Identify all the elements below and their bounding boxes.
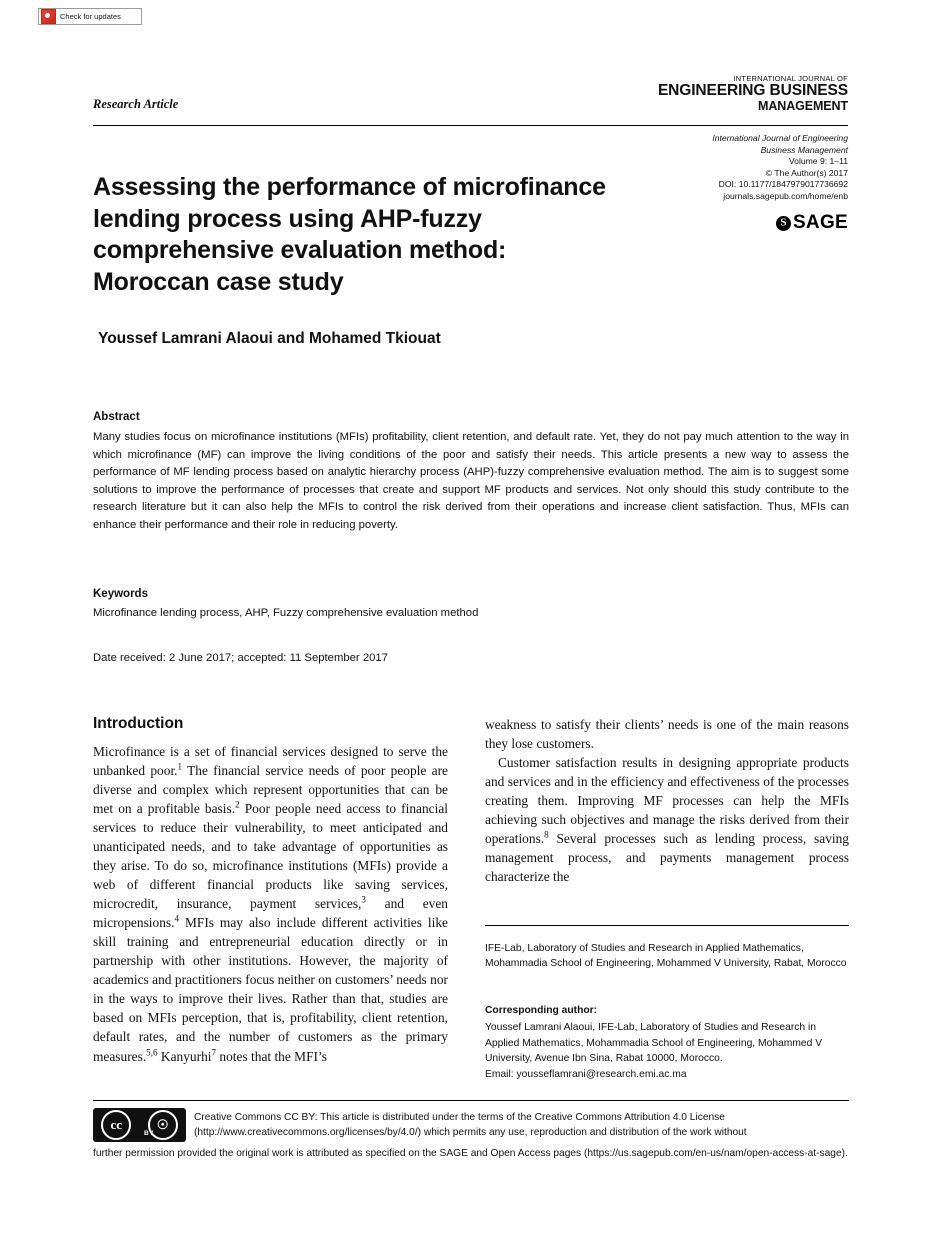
license-line-1: Creative Commons CC BY: This article is distributed under the terms of the Creative Commons Attribution 4.0 License [194, 1112, 725, 1123]
license-line-2: (http://www.creativecommons.org/licenses/by/4.0/) which permits any use, reproduction and distribution of the work without [194, 1127, 747, 1139]
intro-text-6: Kanyurhi [157, 1048, 212, 1064]
corresponding-author-heading: Corresponding author: [485, 1005, 598, 1016]
citation-ref-8[interactable]: 8 [544, 829, 549, 840]
license-line-3: further permission provided the original work is attributed as specified on the SAGE and Open Access pages (https://us.sagepub.com/en-us/nam/open-access-at-sage). [93, 1148, 848, 1159]
journal-logo [658, 75, 848, 113]
sage-circle-icon [776, 216, 791, 231]
received-accepted-dates: Date received: 2 June 2017; accepted: 11 September 2017 [93, 652, 388, 664]
footer-divider [93, 1100, 849, 1101]
keywords-section [93, 588, 849, 622]
affiliation-divider [485, 925, 849, 926]
citation-ref-5[interactable]: 5,6 [146, 1047, 158, 1058]
corresponding-author-block [485, 1003, 849, 1082]
license-text [93, 1110, 849, 1159]
intro-text-7: notes that the MFI’s [216, 1048, 327, 1064]
intro-text-4: and even micropensions. [93, 896, 448, 931]
intro-text-5: MFIs may also include different activities like skill training and entrepreneurial education directly or in partnership with other institutions. However, the majority of academics and practitioners focus neither on customers’ needs nor in the ways to improve their lives. Rather than that, studies are based on MFIs perception, that is, profitability, client retention, default rates, and the number of customers as the primary measures. [93, 915, 448, 1064]
keywords-heading: Keywords [93, 588, 148, 600]
right-text-1: Customer satisfaction results in designing appropriate products and services and in the efficiency and effectiveness of the processes creating them. Improving MF processes can help the MFIs achieving such objectives and manage the risks derived from their operations. [485, 755, 849, 847]
masthead-copyright: © The Author(s) 2017 [765, 167, 848, 178]
sage-wordmark: SAGE [792, 212, 848, 233]
page-title: Assessing the performance of microfinance lending process using AHP-fuzzy comprehensive evaluation method: Moroccan case study [93, 172, 606, 296]
article-type-label: Research Article [93, 97, 179, 111]
masthead-volume: Volume 9: 1–11 [788, 156, 848, 167]
journal-logo-line2: ENGINEERING BUSINESS [657, 82, 848, 100]
masthead-journal-name-2: Business Management [760, 144, 848, 155]
corresponding-author-email[interactable]: Email: yousseflamrani@research.emi.ac.ma [485, 1068, 687, 1080]
abstract-section [93, 411, 849, 534]
intro-text-1: Microfinance is a set of financial services designed to serve the unbanked poor. [93, 744, 448, 779]
intro-text-2: The financial service needs of poor people are diverse and complex which represent opportunities that can be met on a profitable basis. [93, 763, 449, 817]
author-list: Youssef Lamrani Alaoui and Mohamed Tkiouat [98, 330, 441, 347]
corresponding-author-body: Youssef Lamrani Alaoui, IFE-Lab, Laboratory of Studies and Research in Applied Mathematics, Mohammadia School of Engineering, Mohammed V University, Avenue Ibn Sina, Rabat 10000, Morocco. [485, 1022, 823, 1065]
journal-logo-line3: MANAGEMENT [758, 98, 848, 113]
body-column-right [485, 715, 849, 886]
citation-ref-2[interactable]: 2 [235, 799, 240, 810]
right-text-2: Several processes such as lending process, saving management process, and payments management process characterize the [485, 831, 849, 885]
check-for-updates-label: Check for updates [60, 12, 121, 21]
masthead-url[interactable]: journals.sagepub.com/home/enb [723, 190, 848, 201]
masthead-journal-name: International Journal of Engineering [712, 133, 848, 143]
masthead-meta [648, 133, 848, 203]
body-column-left [93, 715, 448, 1066]
citation-ref-3[interactable]: 3 [361, 894, 366, 905]
creative-commons-badge[interactable] [93, 1108, 186, 1142]
cc-by-person-icon: ☉ [148, 1110, 178, 1140]
introduction-paragraph-1 [93, 742, 448, 1066]
sage-logo [776, 212, 848, 234]
update-shield-icon [41, 9, 56, 24]
right-paragraph-1: weakness to satisfy their clients’ needs is one of the main reasons they lose customers. [485, 717, 849, 752]
citation-ref-1[interactable]: 1 [177, 761, 183, 772]
introduction-continued [485, 715, 849, 886]
header-divider [93, 125, 848, 126]
intro-text-3: Poor people need access to financial services to reduce their vulnerability, to meet anticipated and unanticipated needs, and to take advantage of opportunities as they arise. To do so, microfinance institutions (MFIs) provide a web of different financial products like saving services, microcredit, insurance, payment services, [93, 801, 448, 912]
abstract-body: Many studies focus on microfinance institutions (MFIs) profitability, client retention, and default rate. Yet, they do not pay much attention to the way in which microfinance (MF) can improve the living conditions of the poor and satisfy their needs. This article presents a new way to assess the performance of MF lending process based on analytic hierarchy process (AHP)-fuzzy comprehensive evaluation method. The aim is to suggest some solutions to improve the performance of processes that create and support MF products and services. Not only should this study contribute to the research literature but it can also help the MFIs to control the risk derived from their operations and increase client satisfaction. Thus, MFIs can enhance their performance and their role in reducing poverty. [93, 431, 849, 531]
creative-commons-icon: cc [101, 1110, 131, 1140]
introduction-heading: Introduction [93, 715, 184, 732]
cc-by-label: BY [144, 1130, 155, 1137]
abstract-heading: Abstract [93, 411, 140, 423]
affiliation-text: IFE-Lab, Laboratory of Studies and Research in Applied Mathematics, Mohammadia School of Engineering, Mohammed V University, Rabat, Morocco [485, 943, 847, 970]
journal-logo-line1: INTERNATIONAL JOURNAL OF [733, 74, 848, 83]
masthead-doi: DOI: 10.1177/1847979017736692 [718, 179, 848, 190]
right-paragraph-2 [485, 753, 849, 886]
check-for-updates-badge[interactable] [38, 8, 142, 25]
keywords-body: Microfinance lending process, AHP, Fuzzy comprehensive evaluation method [93, 607, 479, 619]
citation-ref-7[interactable]: 7 [211, 1047, 217, 1058]
citation-ref-4[interactable]: 4 [174, 913, 180, 924]
